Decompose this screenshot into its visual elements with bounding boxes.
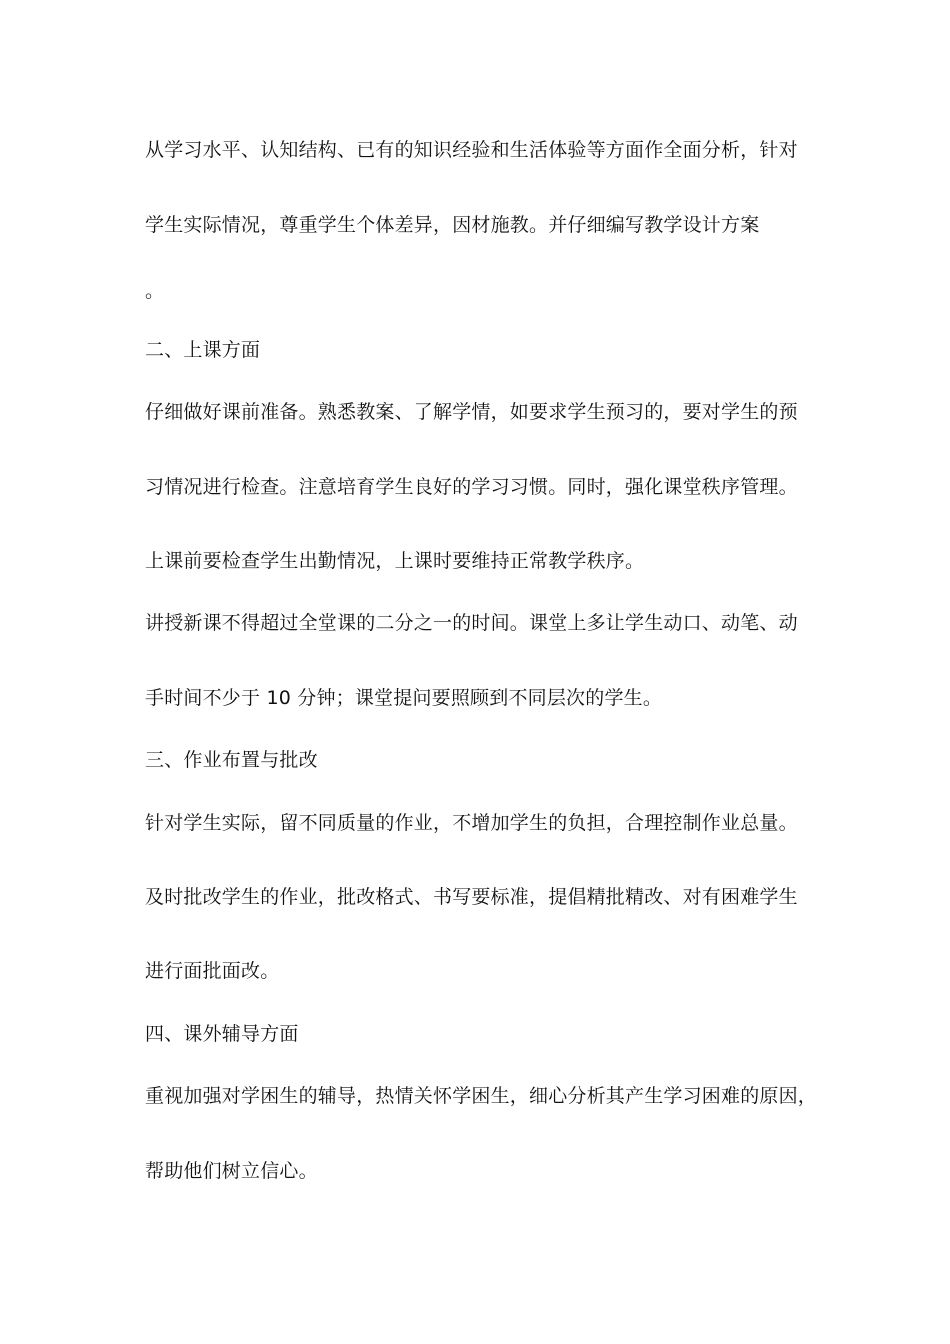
paragraph-line: 帮助他们树立信心。 [145, 1160, 318, 1182]
section-heading: 二、上课方面 [145, 339, 261, 361]
paragraph-line: 手时间不少于 10 分钟；课堂提问要照顾到不同层次的学生。 [145, 687, 663, 709]
paragraph-line: 进行面批面改。 [145, 960, 280, 982]
paragraph-line: 学生实际情况，尊重学生个体差异，因材施教。并仔细编写教学设计方案 [145, 214, 760, 236]
paragraph-line: 针对学生实际，留不同质量的作业，不增加学生的负担，合理控制作业总量。 [145, 812, 798, 834]
section-heading: 三、作业布置与批改 [145, 749, 318, 771]
paragraph-line: 及时批改学生的作业，批改格式、书写要标准，提倡精批精改、对有困难学生 [145, 886, 798, 908]
paragraph-line: 重视加强对学困生的辅导，热情关怀学困生，细心分析其产生学习困难的原因， [145, 1085, 818, 1107]
section-heading: 四、课外辅导方面 [145, 1023, 299, 1045]
paragraph-line: 从学习水平、认知结构、已有的知识经验和生活体验等方面作全面分析，针对 [145, 139, 798, 161]
paragraph-line: 上课前要检查学生出勤情况，上课时要维持正常教学秩序。 [145, 550, 645, 572]
paragraph-line: 习情况进行检查。注意培育学生良好的学习习惯。同时，强化课堂秩序管理。 [145, 476, 798, 498]
paragraph-line: 仔细做好课前准备。熟悉教案、了解学情，如要求学生预习的，要对学生的预 [145, 401, 798, 423]
paragraph-line: 。 [145, 280, 165, 302]
paragraph-line: 讲授新课不得超过全堂课的二分之一的时间。课堂上多让学生动口、动笔、动 [145, 612, 798, 634]
